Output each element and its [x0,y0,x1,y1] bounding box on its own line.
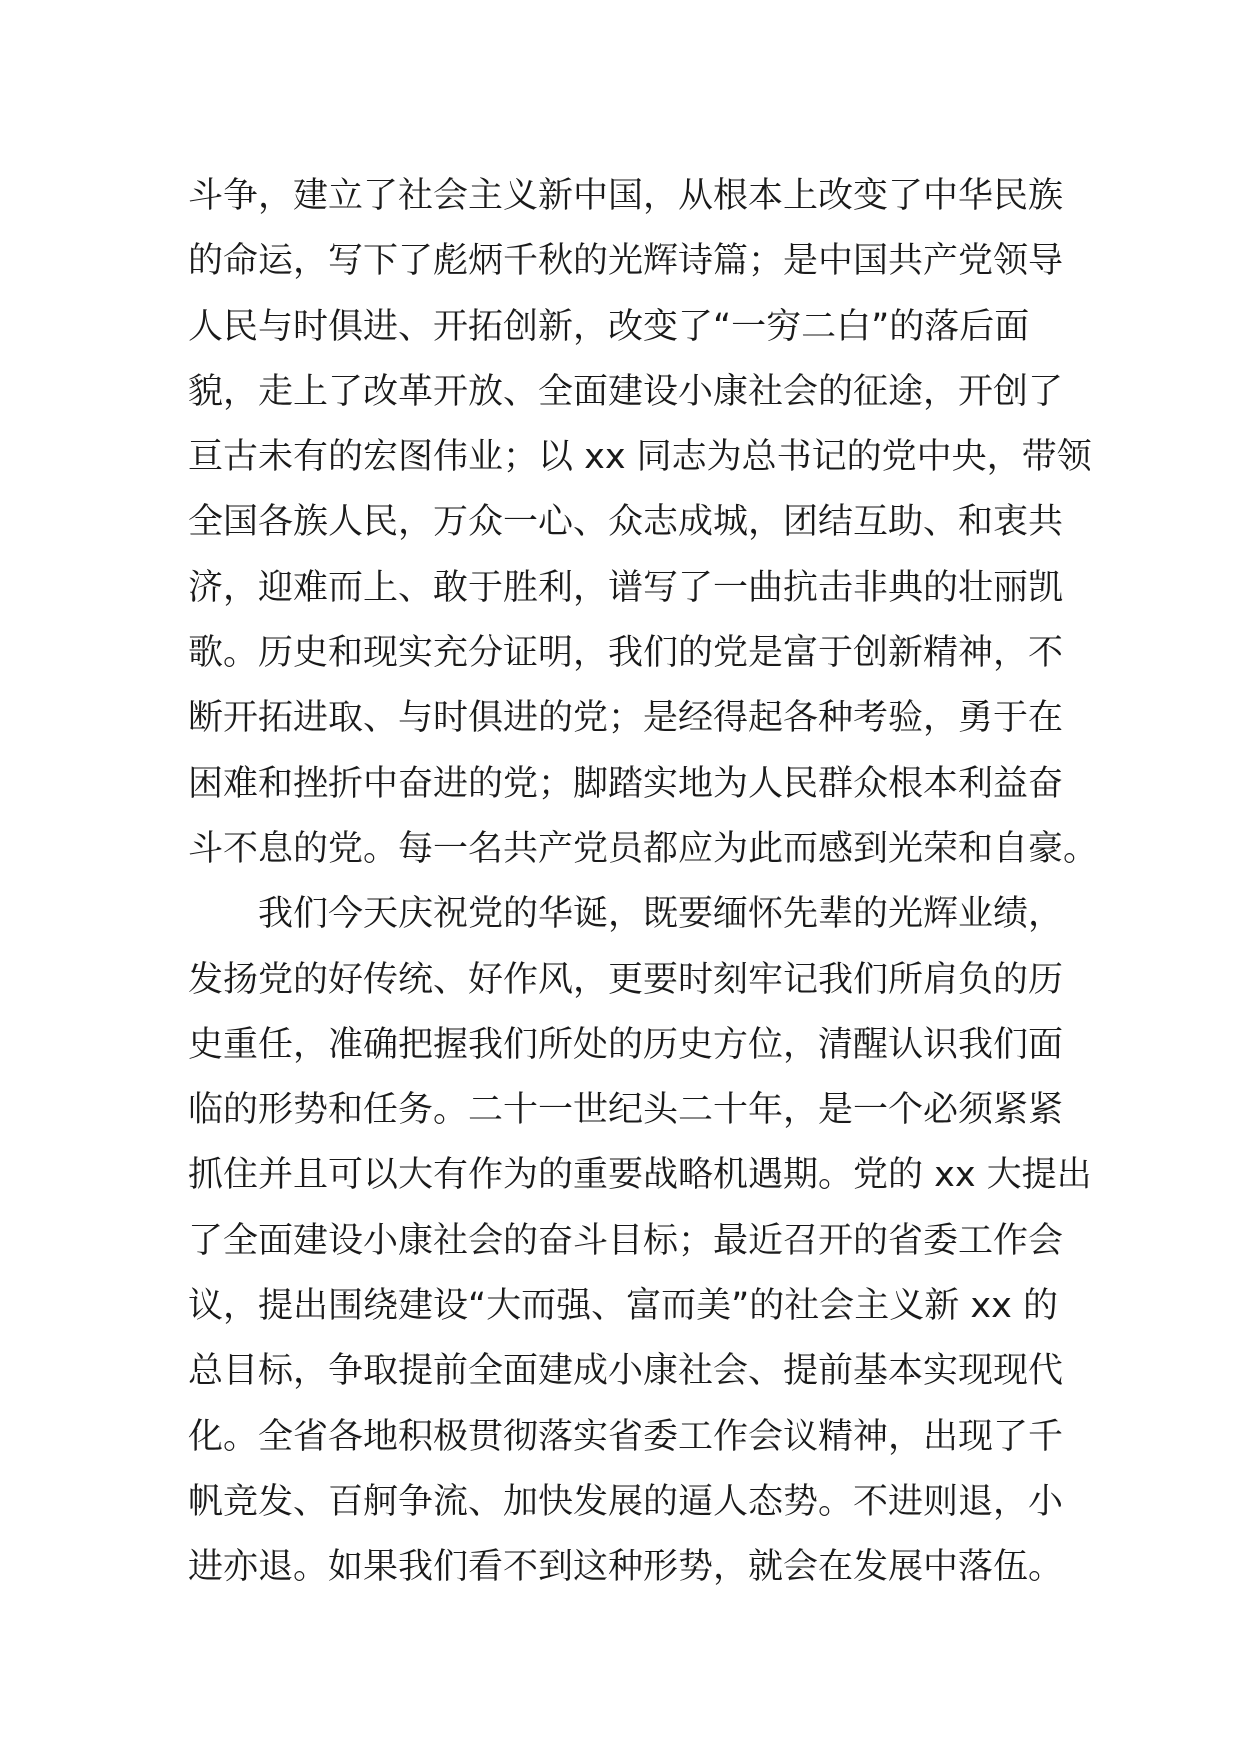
text-line: 进亦退。如果我们看不到这种形势，就会在发展中落伍。 [188,1547,1064,1588]
text-line: 史重任，准确把握我们所处的历史方位，清醒认识我们面 [188,1024,1064,1065]
text-line: 帆竞发、百舸争流、加快发展的逼人态势。不进则退，小 [188,1481,1064,1522]
text-line: 抓住并且可以大有作为的重要战略机遇期。党的 xx 大提出 [188,1155,1092,1196]
text-line: 困难和挫折中奋进的党；脚踏实地为人民群众根本利益奋 [188,763,1064,804]
text-line: 全国各族人民，万众一心、众志成城，团结互助、和衷共 [188,502,1064,543]
text-line: 斗争，建立了社会主义新中国，从根本上改变了中华民族 [188,176,1064,216]
text-line: 临的形势和任务。二十一世纪头二十年，是一个必须紧紧 [188,1090,1064,1131]
paragraph-first-line: 我们今天庆祝党的华诞，既要缅怀先辈的光辉业绩， [258,894,1064,935]
text-line: 斗不息的党。每一名共产党员都应为此而感到光荣和自豪。 [188,828,1099,869]
text-line: 总目标，争取提前全面建成小康社会、提前基本实现现代 [188,1351,1064,1392]
text-line: 貌，走上了改革开放、全面建设小康社会的征途，开创了 [188,371,1064,412]
text-line: 亘古未有的宏图伟业；以 xx 同志为总书记的党中央，带领 [188,437,1092,478]
text-line: 的命运，写下了彪炳千秋的光辉诗篇；是中国共产党领导 [188,241,1064,282]
text-line: 议，提出围绕建设“大而强、富而美”的社会主义新 xx 的 [188,1286,1058,1327]
text-line: 化。全省各地积极贯彻落实省委工作会议精神，出现了千 [188,1416,1064,1457]
text-line: 了全面建设小康社会的奋斗目标；最近召开的省委工作会 [188,1220,1064,1261]
text-line: 人民与时俱进、开拓创新，改变了“一穷二白”的落后面 [188,306,1030,347]
text-line: 断开拓进取、与时俱进的党；是经得起各种考验，勇于在 [188,698,1064,739]
text-line: 济，迎难而上、敢于胜利，谱写了一曲抗击非典的壮丽凯 [188,567,1064,608]
text-line: 歌。历史和现实充分证明，我们的党是富于创新精神，不 [188,633,1064,674]
body-text [188,164,1099,1601]
text-line: 发扬党的好传统、好作风，更要时刻牢记我们所肩负的历 [188,959,1064,1000]
